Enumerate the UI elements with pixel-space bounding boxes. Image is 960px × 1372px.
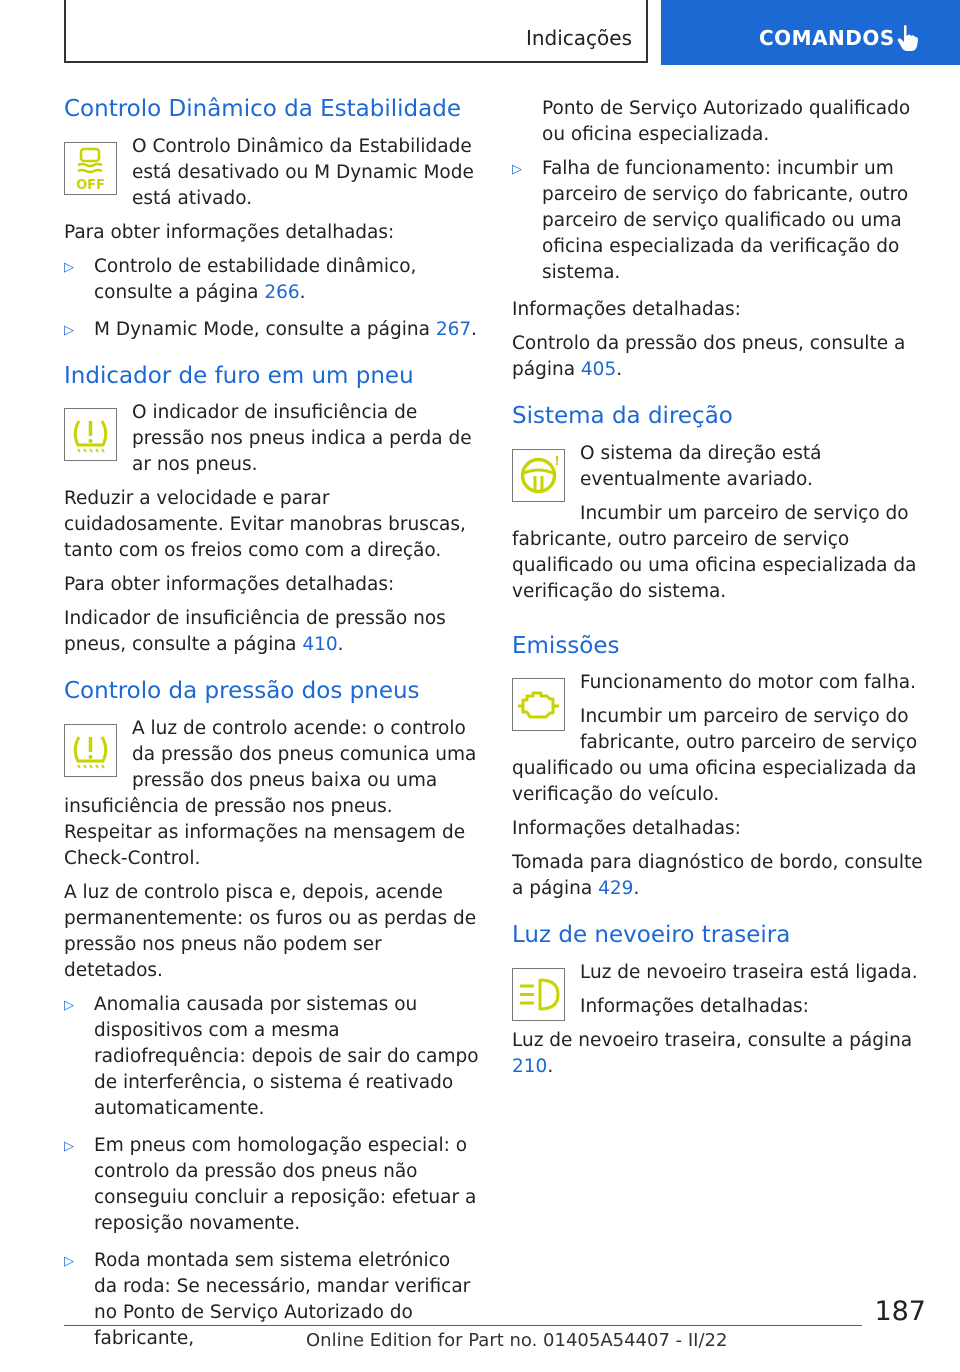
left-column — [64, 96, 479, 1372]
emissions-more-info: Informações detalhadas: — [512, 818, 741, 840]
header-section-box — [64, 0, 648, 63]
tyre-pressure-causes-list-continued — [512, 156, 926, 286]
flat-tyre-instruction: Reduzir a velocidade e parar cuidadosamente. Evitar manobras bruscas, tanto com os freios como com a direção. — [64, 488, 466, 562]
steering-description: O sistema da direção está eventualmente avariado. — [580, 442, 822, 490]
flat-tyre-more-info: Para obter informações detalhadas: — [64, 574, 395, 596]
section-dsc — [64, 96, 479, 343]
dsc-description: O Controlo Dinâmico da Estabilidade está desativado ou M Dynamic Mode está ativado. — [132, 135, 474, 209]
tyre-pressure-causes-list — [64, 992, 479, 1352]
page-number: 187 — [874, 1296, 926, 1327]
section-flat-tyre — [64, 363, 479, 659]
tyre-pressure-warning-icon — [64, 408, 117, 461]
section-title-tyre-pressure: Controlo da pressão dos pneus — [64, 678, 420, 705]
dsc-off-icon-label: OFF — [76, 177, 105, 193]
header-chapter-tab[interactable] — [661, 0, 960, 65]
tyre-pressure-more-info: Informações detalhadas: — [512, 299, 741, 320]
tyre-pressure-monitor-icon — [64, 724, 117, 777]
tyre-pressure-reference: Controlo da pressão dos pneus, consulte a página 405. — [512, 333, 906, 380]
section-emissions — [512, 633, 926, 903]
page-link-266[interactable]: 266 — [264, 281, 300, 303]
tyre-pressure-bullet-continued: Ponto de Serviço Autorizado qualificado ou oficina especializada. — [542, 98, 911, 145]
hand-pointer-icon — [897, 24, 919, 52]
page-link-429[interactable]: 429 — [598, 878, 634, 900]
section-title-flat-tyre: Indicador de furo em um pneu — [64, 362, 414, 389]
rear-fog-light-icon — [512, 968, 565, 1021]
list-item: ▷ Falha de funcionamento: incumbir um parceiro de serviço do fabricante, outro parceiro de serviço qualificado ou uma oficina especializada da verificação do sistema. — [512, 156, 926, 286]
page-link-210[interactable]: 210 — [512, 1055, 548, 1077]
page-link-410[interactable]: 410 — [302, 634, 338, 656]
engine-check-icon — [512, 678, 565, 731]
steering-wheel-warning-icon — [512, 449, 565, 502]
emissions-reference: Tomada para diagnóstico de bordo, consulte a página 429. — [512, 852, 923, 900]
header-chapter-title: COMANDOS — [759, 26, 895, 50]
header-section-title: Indicações — [525, 26, 632, 50]
section-title-rear-fog-light: Luz de nevoeiro traseira — [512, 922, 791, 949]
rear-fog-more-info: Informações detalhadas: — [580, 995, 809, 1017]
section-tyre-pressure-continued — [512, 96, 926, 383]
section-tyre-pressure-monitor — [64, 678, 479, 1352]
section-steering — [512, 403, 926, 613]
tyre-pressure-light-flashing: A luz de controlo pisca e, depois, acende permanentemente: os furos ou as perdas de pressão nos pneus não podem ser detetados. — [64, 881, 477, 981]
rear-fog-description: Luz de nevoeiro traseira está ligada. — [580, 961, 918, 983]
section-rear-fog-light — [512, 922, 926, 1080]
dsc-more-info: Para obter informações detalhadas: — [64, 221, 395, 243]
list-item: ▷ Controlo de estabilidade dinâmico, consulte a página 266. — [64, 254, 479, 306]
section-title-emissions: Emissões — [512, 632, 620, 659]
section-title-dsc: Controlo Dinâmico da Estabilidade — [64, 96, 461, 122]
page-link-405[interactable]: 405 — [580, 359, 617, 380]
list-item: ▷ Roda montada sem sistema eletrónico da roda: Se necessário, mandar verificar no Ponto de Serviço Autorizado do fabricante, — [64, 1248, 479, 1352]
dsc-reference-list — [64, 254, 479, 343]
right-column — [512, 96, 926, 1100]
steering-instruction: Incumbir um parceiro de serviço do fabricante, outro parceiro de serviço qualificado ou uma oficina especializada da verificação do sistema. — [512, 502, 917, 602]
rear-fog-reference: Luz de nevoeiro traseira, consulte a página 210. — [512, 1029, 913, 1077]
flat-tyre-description: O indicador de insuficiência de pressão nos pneus indica a perda de ar nos pneus. — [132, 402, 472, 476]
flat-tyre-reference: Indicador de insuficiência de pressão nos pneus, consulte a página 410. — [64, 608, 446, 656]
list-item: ▷ M Dynamic Mode, consulte a página 267. — [64, 317, 479, 343]
section-title-steering: Sistema da direção — [512, 403, 733, 429]
dsc-off-icon — [64, 142, 117, 195]
svg-text:!: ! — [554, 453, 560, 468]
emissions-description: Funcionamento do motor com falha. — [580, 672, 917, 694]
list-item: ▷ Em pneus com homologação especial: o controlo da pressão dos pneus não conseguiu concluir a reposição: efetuar a reposição novamente. — [64, 1133, 479, 1237]
emissions-instruction: Incumbir um parceiro de serviço do fabricante, outro parceiro de serviço qualificado ou uma oficina especializada da verificação do veículo. — [512, 706, 918, 806]
tyre-pressure-light-on: A luz de controlo acende: o controlo da pressão dos pneus comunica uma pressão dos pneus baixa ou uma insuficiência de pressão nos pneus. Respeitar as informações na mensagem de Check-Control. — [64, 717, 477, 869]
footer-divider — [64, 1325, 862, 1326]
footer-edition: Online Edition for Part no. 01405A54407 - II/22 — [306, 1330, 728, 1351]
page-link-267[interactable]: 267 — [435, 318, 472, 340]
list-item: ▷ Anomalia causada por sistemas ou dispositivos com a mesma radiofrequência: depois de sair do campo de interferência, o sistema é reativado automaticamente. — [64, 992, 479, 1122]
